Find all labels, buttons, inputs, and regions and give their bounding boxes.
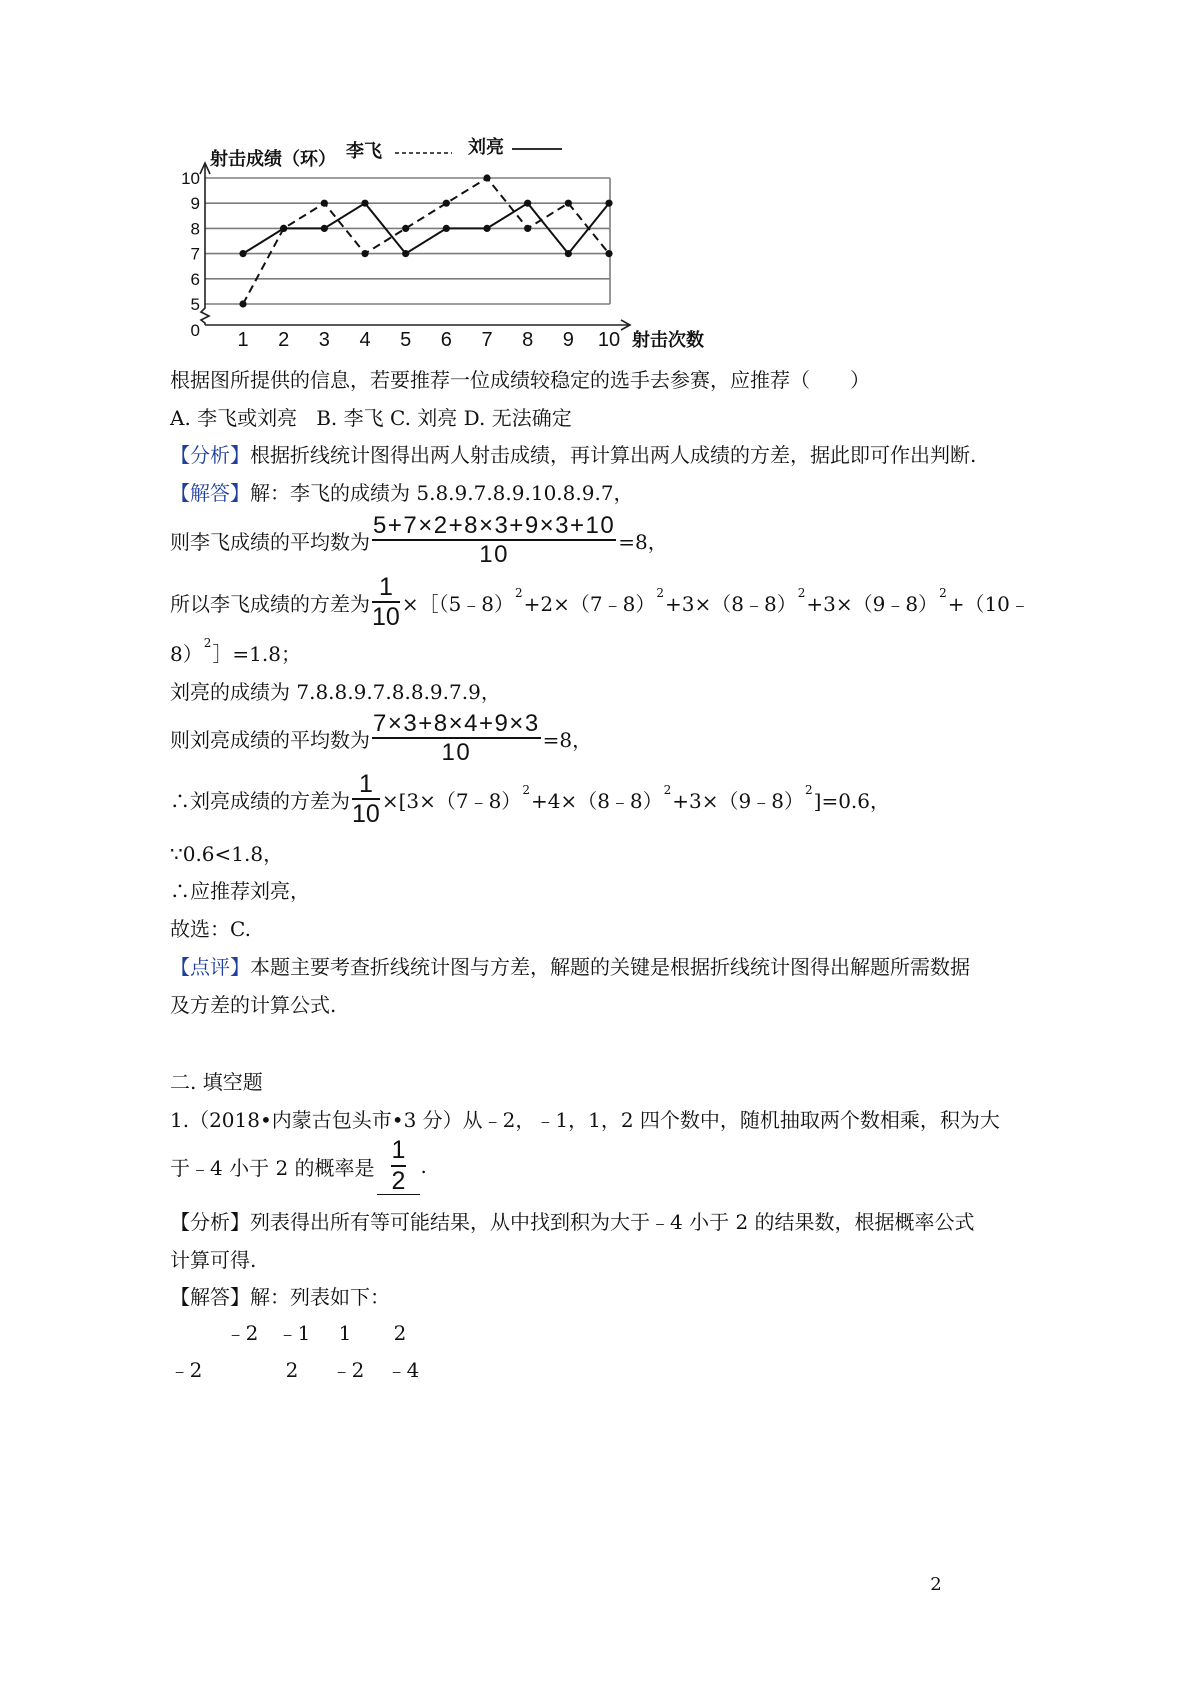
exponent: 2 bbox=[805, 783, 813, 797]
series-2-point bbox=[483, 225, 490, 232]
liu-liang-scores-line: 刘亮的成绩为 7.8.8.9.7.8.8.9.7.9， bbox=[170, 679, 501, 704]
series-2-point bbox=[280, 225, 287, 232]
li-fei-mean-prefix: 则李飞成绩的平均数为 bbox=[170, 529, 370, 554]
comparison-line: ∵0.6<1.8， bbox=[170, 841, 284, 866]
liu-liang-variance-line bbox=[170, 767, 960, 831]
fraction-denominator: 10 bbox=[441, 739, 472, 766]
review-line bbox=[170, 951, 970, 979]
x-tick-label: 4 bbox=[359, 329, 371, 351]
fraction-numerator: 7×3+8×4+9×3 bbox=[372, 711, 541, 739]
y-axis bbox=[201, 163, 209, 325]
table-row bbox=[0, 1356, 1200, 1384]
li-fei-variance-prefix: 所以李飞成绩的方差为 bbox=[170, 591, 370, 616]
li-fei-variance-continuation bbox=[170, 638, 960, 666]
question2-analysis-line bbox=[170, 1206, 975, 1234]
series-2-point bbox=[361, 200, 368, 207]
question2-stem-end: . bbox=[420, 1154, 427, 1178]
table-cell: 2 bbox=[285, 1358, 299, 1382]
conclusion-line: ∴应推荐刘亮， bbox=[170, 878, 310, 903]
y-tick-label: 8 bbox=[190, 219, 200, 239]
exponent: 2 bbox=[203, 636, 212, 650]
x-tick-label: 5 bbox=[400, 329, 412, 351]
formula-part: +（10﹣ bbox=[947, 591, 1030, 616]
analysis-tag: 【分析】 bbox=[170, 1209, 250, 1234]
y-tick-label: 9 bbox=[190, 194, 200, 214]
answer-blank bbox=[377, 1137, 421, 1195]
analysis-tag: 【分析】 bbox=[170, 442, 250, 467]
liu-liang-variance-prefix: ∴刘亮成绩的方差为 bbox=[170, 788, 350, 813]
one-tenth-fraction bbox=[372, 574, 400, 631]
table-row-label: ﹣2 bbox=[169, 1358, 203, 1382]
y-tick-label: 7 bbox=[190, 244, 200, 264]
question2-stem-text: 于﹣4 小于 2 的概率是 bbox=[170, 1155, 375, 1180]
y-tick-label: 10 bbox=[181, 169, 200, 188]
analysis-line bbox=[170, 439, 977, 467]
y-axis-title: 射击成绩（环） bbox=[210, 149, 336, 169]
section-heading: 二. 填空题 bbox=[170, 1069, 263, 1094]
exponent: 2 bbox=[663, 783, 672, 797]
fraction-numerator: 1 bbox=[391, 1137, 407, 1166]
exponent: 2 bbox=[939, 586, 947, 600]
table-header-cell: 1 bbox=[338, 1321, 352, 1345]
liu-liang-mean-result: =8， bbox=[542, 727, 593, 752]
review-tag: 【点评】 bbox=[170, 954, 250, 979]
series-1-point bbox=[565, 200, 572, 207]
question2-solution-line bbox=[170, 1281, 960, 1309]
fraction-numerator: 1 bbox=[352, 771, 380, 800]
formula-part: 8） bbox=[170, 641, 203, 666]
x-axis-title: 射击次数 bbox=[632, 330, 704, 350]
fraction-denominator: 10 bbox=[352, 800, 380, 828]
formula-part: +3×（9﹣8） bbox=[672, 788, 804, 813]
product-table-header bbox=[0, 1319, 1200, 1347]
one-tenth-fraction bbox=[352, 771, 380, 828]
formula-part: +4×（8﹣8） bbox=[530, 788, 663, 813]
fraction-denominator: 10 bbox=[372, 603, 400, 631]
fraction-denominator: 10 bbox=[479, 541, 509, 568]
liu-liang-mean-prefix: 则刘亮成绩的平均数为 bbox=[170, 727, 370, 752]
series-2-point bbox=[239, 250, 246, 257]
x-tick-label: 8 bbox=[522, 329, 534, 351]
series-1-point bbox=[361, 250, 368, 257]
formula-part: +3×（9﹣8） bbox=[806, 591, 939, 616]
fraction-denominator: 2 bbox=[391, 1166, 406, 1195]
series-2-point bbox=[605, 200, 612, 207]
x-tick-label: 6 bbox=[440, 329, 452, 351]
series-1-point bbox=[321, 200, 328, 207]
x-tick-label: 10 bbox=[597, 329, 621, 351]
series-2-point bbox=[524, 200, 531, 207]
series-2-point bbox=[565, 250, 572, 257]
question2-analysis-continuation: 计算可得. bbox=[170, 1247, 257, 1272]
formula-part: ］=1.8； bbox=[212, 641, 301, 666]
exponent: 2 bbox=[656, 586, 665, 600]
page-number: 2 bbox=[930, 1574, 942, 1595]
table-header-cell: 2 bbox=[393, 1321, 407, 1345]
formula-part: +2×（7﹣8） bbox=[523, 591, 656, 616]
series-1-point bbox=[443, 200, 450, 207]
answer-options: A. 李飞或刘亮 B. 李飞 C. 刘亮 D. 无法确定 bbox=[170, 405, 572, 430]
series-1-point bbox=[483, 174, 490, 181]
series-1-point bbox=[239, 300, 246, 307]
review-text: 本题主要考查折线统计图与方差，解题的关键是根据折线统计图得出解题所需数据 bbox=[250, 954, 970, 979]
shooting-score-line-chart bbox=[160, 130, 730, 360]
formula-part: ×[3×（7﹣8） bbox=[381, 788, 522, 813]
exponent: 2 bbox=[522, 783, 530, 797]
solution-tag: 【解答】 bbox=[170, 480, 250, 505]
li-fei-variance-line bbox=[170, 570, 1030, 634]
li-fei-mean-line bbox=[170, 508, 960, 572]
x-tick-label: 3 bbox=[318, 329, 330, 351]
x-tick-label: 9 bbox=[562, 329, 574, 351]
fraction-numerator: 5+7×2+8×3+9×3+10 bbox=[372, 513, 616, 541]
question-stem: 根据图所提供的信息，若要推荐一位成绩较稳定的选手去参赛，应推荐（ ） bbox=[170, 367, 870, 392]
solution-intro-text: 解：李飞的成绩为 5.8.9.7.8.9.10.8.9.7， bbox=[250, 480, 634, 505]
x-tick-label: 7 bbox=[481, 329, 493, 351]
x-tick-label: 2 bbox=[278, 329, 290, 351]
question2-stem: 1.（2018•内蒙古包头市•3 分）从﹣2，﹣1，1，2 四个数中，随机抽取两个数相乘，积为大 bbox=[170, 1107, 1000, 1132]
x-tick-label: 1 bbox=[237, 329, 249, 351]
y-tick-label: 5 bbox=[190, 295, 200, 314]
series-2-point bbox=[402, 250, 409, 257]
table-cell: ﹣2 bbox=[331, 1358, 365, 1382]
series-2-point bbox=[321, 225, 328, 232]
formula-part: +3×（8﹣8） bbox=[665, 591, 797, 616]
series-1-point bbox=[402, 225, 409, 232]
li-fei-mean-result: =8， bbox=[618, 529, 668, 554]
series-1-point bbox=[524, 225, 531, 232]
formula-part: ×［（5﹣8） bbox=[401, 591, 515, 616]
series-2-point bbox=[443, 225, 450, 232]
table-header-cell: ﹣2 bbox=[225, 1321, 259, 1345]
series-1-point bbox=[605, 250, 612, 257]
review-line-continuation: 及方差的计算公式. bbox=[170, 992, 337, 1017]
analysis-text: 根据折线统计图得出两人射击成绩，再计算出两人成绩的方差，据此即可作出判断. bbox=[250, 442, 977, 467]
y-tick-label: 6 bbox=[190, 269, 200, 289]
solution-intro-line bbox=[170, 477, 960, 505]
legend-label-series-2: 刘亮 bbox=[468, 137, 504, 157]
plot-area bbox=[181, 169, 620, 351]
formula-part: ]=0.6， bbox=[813, 788, 891, 813]
solution-text: 解：列表如下： bbox=[250, 1284, 390, 1309]
table-header-cell: ﹣1 bbox=[277, 1321, 311, 1345]
y-tick-label: 0 bbox=[190, 321, 200, 340]
liu-liang-mean-fraction bbox=[372, 711, 541, 765]
analysis-text: 列表得出所有等可能结果，从中找到积为大于﹣4 小于 2 的结果数，根据概率公式 bbox=[250, 1209, 975, 1234]
li-fei-mean-fraction bbox=[372, 513, 616, 567]
answer-line: 故选：C. bbox=[170, 916, 251, 941]
exponent: 2 bbox=[515, 586, 523, 600]
legend-label-series-1: 李飞 bbox=[346, 141, 382, 161]
exponent: 2 bbox=[797, 586, 806, 600]
question2-stem-continuation bbox=[170, 1134, 960, 1198]
fraction-numerator: 1 bbox=[372, 574, 400, 603]
solution-tag: 【解答】 bbox=[170, 1284, 250, 1309]
table-cell: ﹣4 bbox=[386, 1358, 420, 1382]
liu-liang-mean-line bbox=[170, 706, 960, 770]
answer-fraction bbox=[391, 1137, 407, 1194]
